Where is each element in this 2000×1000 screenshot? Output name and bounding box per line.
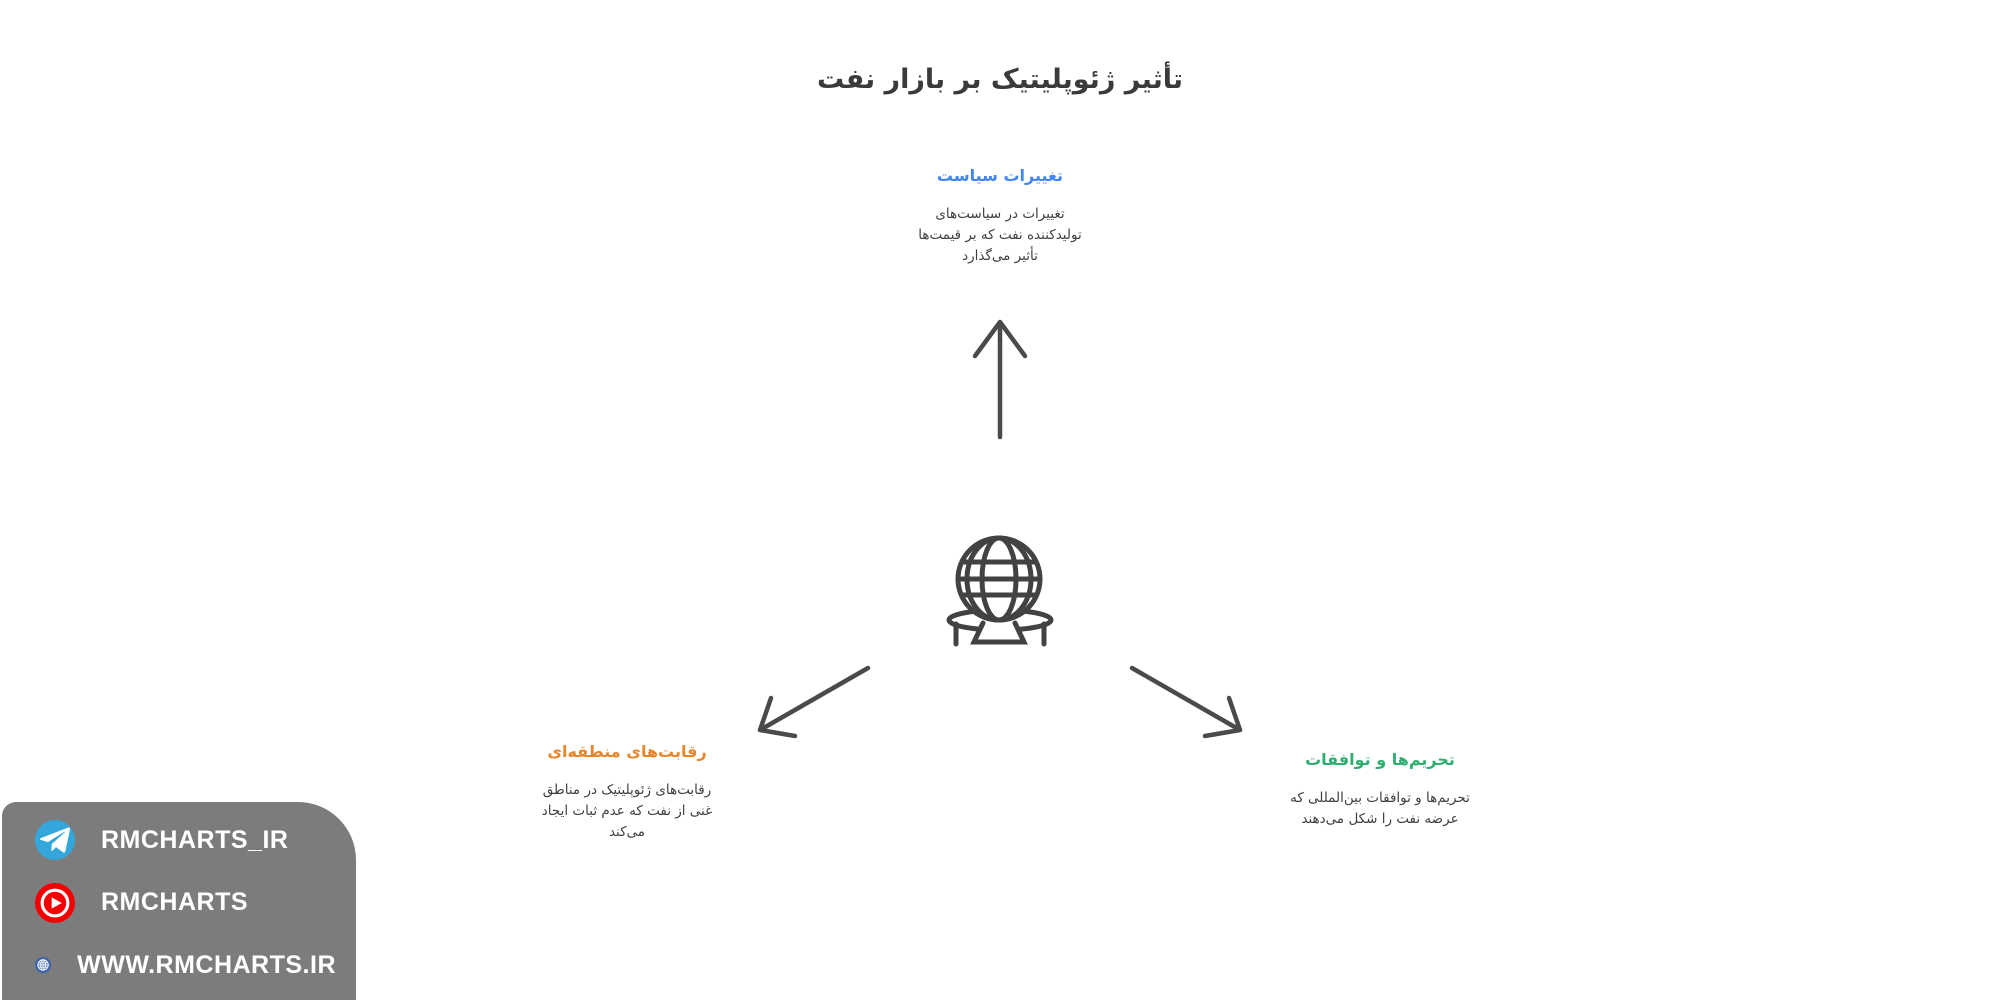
telegram-link[interactable] [35, 819, 336, 861]
description-line: می‌کند [608, 824, 646, 840]
telegram-icon [35, 820, 75, 860]
telegram-handle: RMCHARTS_IR [101, 825, 289, 854]
down-left-arrow [752, 655, 877, 745]
globe-web-icon [35, 945, 51, 985]
description-line: رقابت‌های ژئوپلیتیک در مناطق [542, 782, 712, 798]
website-link[interactable] [35, 944, 336, 986]
node-sanctions-agreements [1220, 750, 1540, 830]
description-line: عرضه نفت را شکل می‌دهند [1301, 811, 1459, 827]
description-line: تأثیر می‌گذارد [962, 248, 1038, 264]
social-links-panel [2, 802, 356, 1000]
globe-on-stand-icon [944, 534, 1056, 650]
node-policy-changes [840, 166, 1160, 267]
youtube-link[interactable] [35, 882, 336, 924]
description-line: تحریم‌ها و توافقات بین‌المللی که [1290, 790, 1470, 806]
policy-changes-heading: تغییرات سیاست [936, 166, 1064, 185]
description-line: تولیدکننده نفت که بر قیمت‌ها [918, 227, 1082, 243]
youtube-handle: RMCHARTS [101, 888, 249, 916]
website-url: WWW.RMCHARTS.IR [77, 950, 336, 979]
up-arrow [968, 316, 1032, 440]
sanctions-agreements-heading: تحریم‌ها و توافقات [1305, 750, 1455, 769]
policy-changes-description [840, 204, 1160, 267]
regional-rivalries-heading: رقابت‌های منطقه‌ای [547, 742, 707, 761]
description-line: تغییرات در سیاست‌های [935, 206, 1065, 222]
description-line: غنی از نفت که عدم ثبات ایجاد [541, 803, 713, 819]
sanctions-agreements-description [1220, 788, 1540, 830]
regional-rivalries-description [467, 780, 787, 843]
down-right-arrow [1123, 655, 1248, 745]
node-regional-rivalries [467, 742, 787, 843]
youtube-icon [35, 883, 75, 923]
page-title: تأثیر ژئوپلیتیک بر بازار نفت [816, 64, 1184, 95]
